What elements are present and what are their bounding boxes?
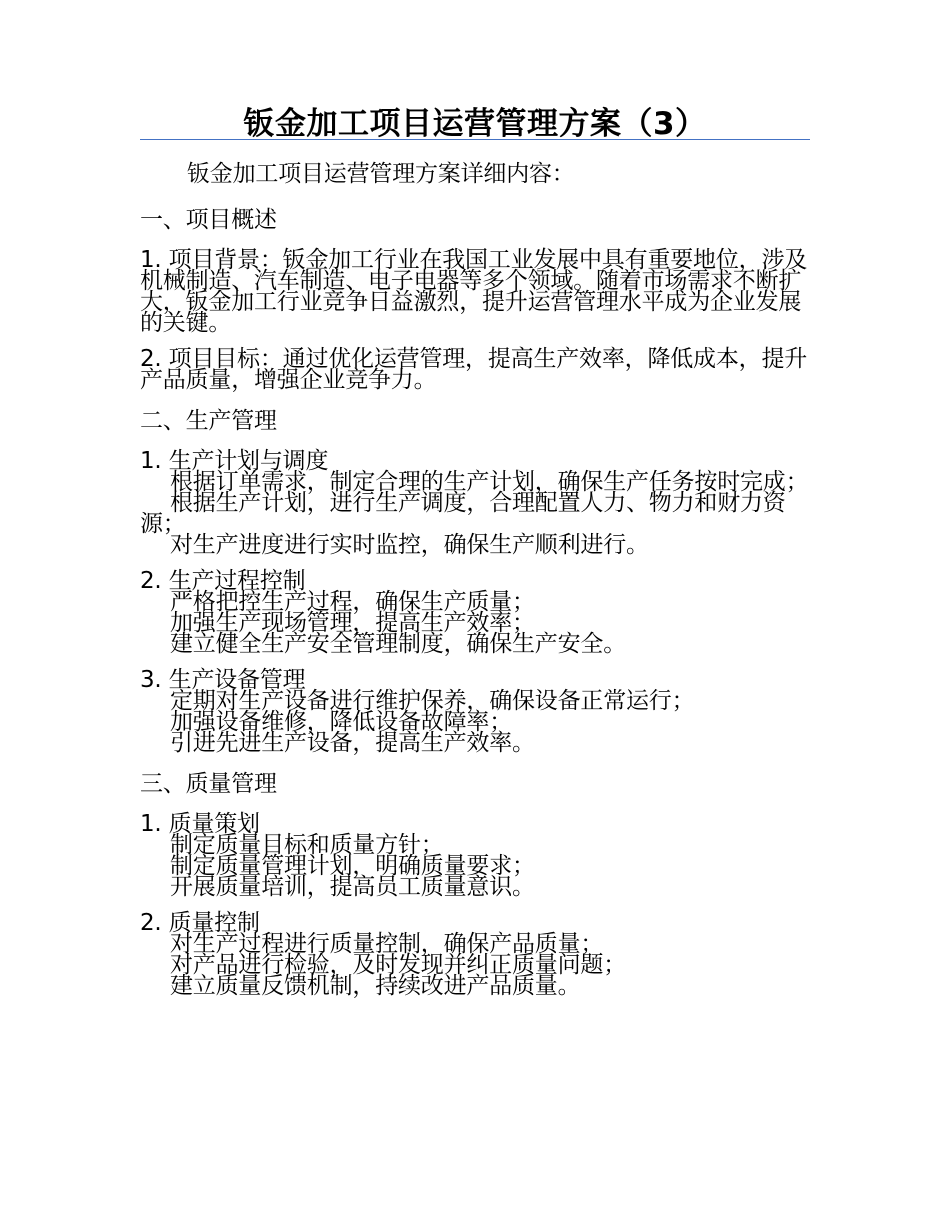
list-item: 对产品进行检验，及时发现并纠正质量问题； (170, 952, 627, 978)
section-heading-quality: 三、质量管理 (140, 771, 277, 797)
list-item: 制定质量目标和质量方针； (170, 832, 444, 858)
block-equipment (140, 667, 810, 756)
list-item: 根据订单需求，制定合理的生产计划，确保生产任务按时完成； (170, 469, 809, 495)
list-item: 定期对生产设备进行维护保养，确保设备正常运行； (170, 688, 695, 714)
list-item: 根据生产计划，进行生产调度，合理配置人力、物力和财力资源； (140, 490, 786, 537)
document-body (140, 155, 810, 1012)
block-heading: 1. 质量策划 (140, 811, 260, 837)
list-item: 加强生产现场管理，提高生产效率； (170, 610, 535, 636)
block-heading: 2. 生产过程控制 (140, 568, 306, 594)
list-item: 开展质量培训，提高员工质量意识。 (170, 874, 535, 900)
list-item: 对生产过程进行质量控制，确保产品质量； (170, 931, 604, 957)
document-title: 钣金加工项目运营管理方案（3） (243, 106, 707, 142)
list-item: 加强设备维修，降低设备故障率； (170, 709, 513, 735)
block-production-plan (140, 448, 810, 558)
block-process-control (140, 568, 810, 657)
section-heading-overview: 一、项目概述 (140, 207, 277, 233)
title-underline (140, 139, 810, 140)
list-item: 建立质量反馈机制，持续改进产品质量。 (170, 973, 581, 999)
list-item: 严格把控生产过程，确保生产质量； (170, 589, 535, 615)
paragraph-goal: 2. 项目目标：通过优化运营管理，提高生产效率，降低成本，提升产品质量，增强企业竞争力。 (140, 346, 808, 393)
block-heading: 2. 质量控制 (140, 910, 260, 936)
section-heading-production: 二、生产管理 (140, 408, 277, 434)
block-quality-planning (140, 811, 810, 900)
list-item: 对生产进度进行实时监控，确保生产顺利进行。 (170, 532, 649, 558)
block-heading: 3. 生产设备管理 (140, 667, 306, 693)
list-item: 引进先进生产设备，提高生产效率。 (170, 730, 535, 756)
block-heading: 1. 生产计划与调度 (140, 448, 329, 474)
intro-line: 钣金加工项目运营管理方案详细内容： (187, 161, 575, 187)
block-quality-control (140, 910, 810, 999)
list-item: 制定质量管理计划，明确质量要求； (170, 853, 535, 879)
list-item: 建立健全生产安全管理制度，确保生产安全。 (170, 631, 627, 657)
paragraph-background: 1. 项目背景：钣金加工行业在我国工业发展中具有重要地位，涉及机械制造、汽车制造、电子电器等多个领域。随着市场需求不断扩大，钣金加工行业竞争日益激烈，提升运营管理水平成为企业发展的关键。 (140, 247, 808, 336)
